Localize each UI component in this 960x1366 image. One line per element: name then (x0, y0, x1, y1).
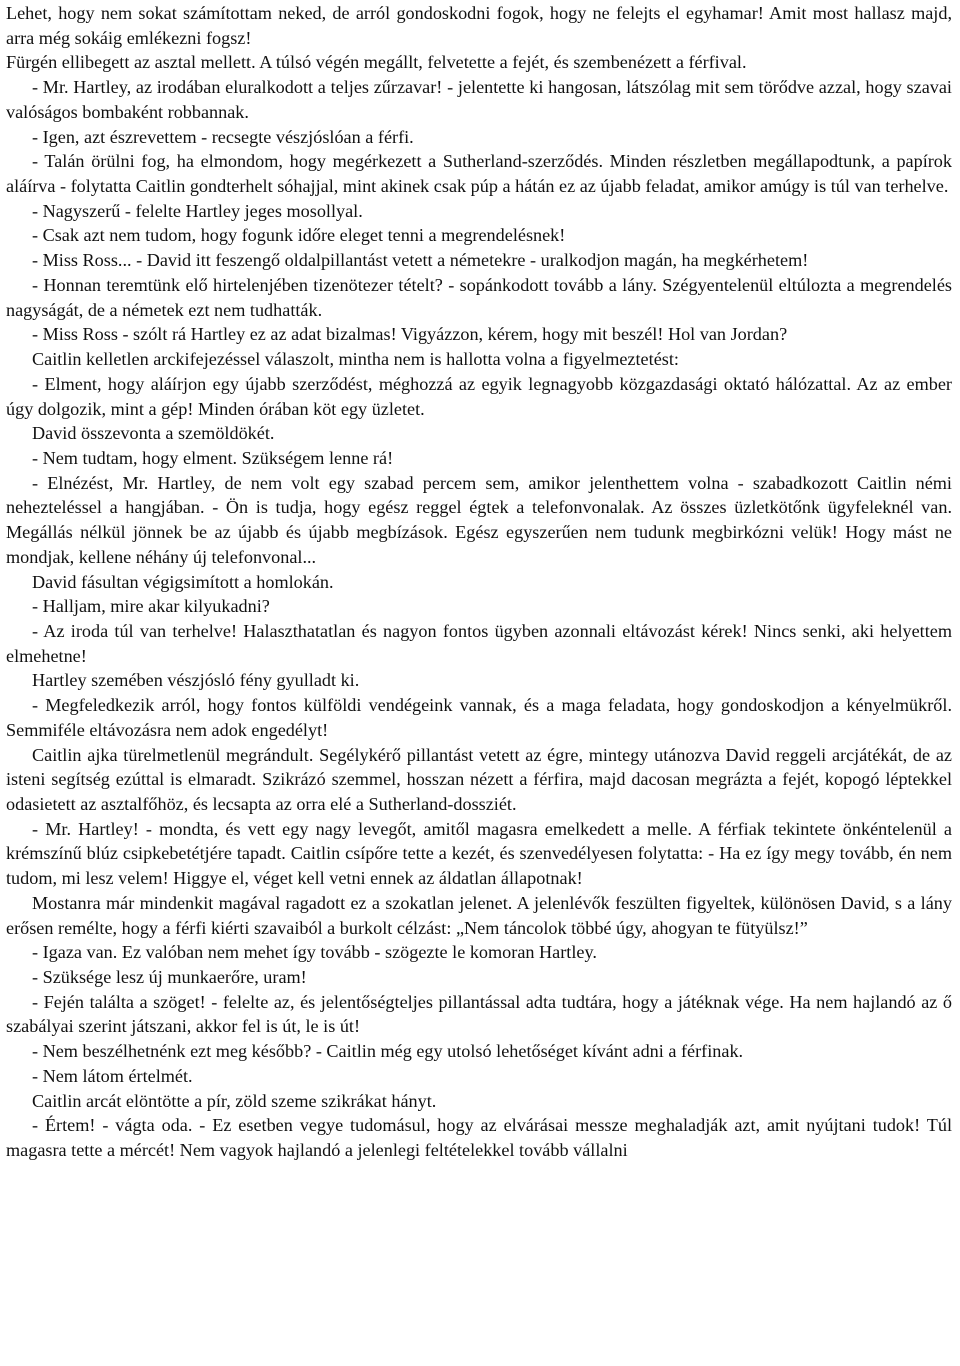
paragraph: - Mr. Hartley! - mondta, és vett egy nagy levegőt, amitől magasra emelkedett a melle. A férfiak tekintete önkéntelenül a krémszínű blúz csipkebetétjére tapadt. Caitlin csípőre tette a kezét, és szenvedélyesen folytatta: - Ha ez így megy tovább, én nem tudom, mi lesz velem! Higgye el, véget kell vetni ennek az áldatlan állapotnak! (6, 818, 952, 889)
paragraph: David fásultan végigsimított a homlokán. (32, 571, 334, 592)
paragraph: - Igen, azt észrevettem - recsegte vészjóslóan a férfi. (32, 126, 414, 147)
document-body (6, 1, 952, 1163)
paragraph: - Fején találta a szöget! - felelte az, és jelentőségteljes pillantással adta tudtára, hogy a játéknak vége. Ha nem hajlandó az ő szabályai szerint játszani, akkor fel is út, le is út! (6, 991, 952, 1037)
paragraph: - Honnan teremtünk elő hirtelenjében tizenötezer tételt? - sopánkodott tovább a lány. Szégyentelenül eltúlozta a megrendelés nagyságát, de a németek ezt nem tudhatták. (6, 274, 952, 320)
paragraph: Hartley szemében vészjósló fény gyulladt ki. (32, 670, 360, 691)
paragraph: - Az iroda túl van terhelve! Halaszthatatlan és nagyon fontos ügyben azonnali eltávozást kérek! Nincs senki, aki helyettem elmehetne! (6, 620, 952, 666)
paragraph: - Mr. Hartley, az irodában eluralkodott a teljes zűrzavar! - jelentette ki hangosan, látszólag mit sem törődve azzal, hogy szavai valóságos bombaként robbannak. (6, 77, 952, 122)
paragraph: - Nem tudtam, hogy elment. Szükségem lenne rá! (32, 447, 394, 468)
paragraph: - Miss Ross - szólt rá Hartley ez az adat bizalmas! Vigyázzon, kérem, hogy mit beszél! Hol van Jordan? (32, 324, 788, 345)
paragraph: - Csak azt nem tudom, hogy fogunk időre eleget tenni a megrendelésnek! (32, 225, 566, 246)
paragraph: - Nem beszélhetnénk ezt meg később? - Caitlin még egy utolsó lehetőséget kívánt adni a férfinak. (32, 1041, 744, 1062)
paragraph: - Értem! - vágta oda. - Ez esetben vegye tudomásul, hogy az elvárásai messze meghaladják azt, amit nyújtani tudok! Túl magasra tette a mércét! Nem vagyok hajlandó a jelenlegi feltételekkel tovább vállalni (6, 1115, 952, 1161)
paragraph: - Elment, hogy aláírjon egy újabb szerződést, méghozzá az egyik legnagyobb közgazdasági oktató hálózattal. Az az ember úgy dolgozik, mint a gép! Minden órában köt egy üzletet. (6, 373, 952, 419)
paragraph: - Miss Ross... - David itt feszengő oldalpillantást vetett a németekre - uralkodjon magán, ha megkérhetem! (32, 250, 809, 271)
paragraph: - Igaza van. Ez valóban nem mehet így tovább - szögezte le komoran Hartley. (32, 942, 597, 963)
paragraph: Caitlin ajka türelmetlenül megrándult. Segélykérő pillantást vetett az égre, mintegy utánozva David reggeli arcjátékát, de az isteni segítség ezúttal is elmaradt. Szikrázó szemmel, hosszan nézett a férfira, majd dacosan megrázta a fejét, kopogó léptekkel odasietett az asztalfőhöz, és lecsapta az orra elé a Sutherland-dossziét. (6, 744, 952, 814)
paragraph: - Elnézést, Mr. Hartley, de nem volt egy szabad percem sem, amikor jelenthettem volna - szabadkozott Caitlin némi nehezteléssel a hangjában. - Ön is tudja, hogy egész reggel égtek a telefonvonalak. Az összes üzletkötőnk ügyfeleknél van. Megállás nélkül jönnek be az újabb és újabb megbízások. Egész egyszerűen nem tudunk megbirkózni velük! Hogy mást ne mondjak, kellene néhány új telefonvonal... (6, 472, 952, 567)
paragraph: - Nem látom értelmét. (32, 1065, 193, 1086)
paragraph: - Szüksége lesz új munkaerőre, uram! (32, 967, 307, 988)
paragraph: Caitlin arcát elöntötte a pír, zöld szeme szikrákat hányt. (32, 1090, 437, 1111)
paragraph: - Megfeledkezik arról, hogy fontos külföldi vendégeink vannak, és a maga feladata, hogy gondoskodjon a kényelmükről. Semmiféle eltávozásra nem adok engedélyt! (6, 695, 952, 740)
paragraph: - Nagyszerű - felelte Hartley jeges mosollyal. (32, 200, 363, 221)
paragraph: - Talán örülni fog, ha elmondom, hogy megérkezett a Sutherland-szerződés. Minden részletben megállapodtunk, a papírok aláírva - folytatta Caitlin gondterhelt sóhajjal, mint akinek csak púp a hátán ez az újabb feladat, amikor amúgy is túl van terhelve. (6, 151, 952, 197)
paragraph: Mostanra már mindenkit magával ragadott ez a szokatlan jelenet. A jelenlévők feszülten figyeltek, különösen David, s a lány erősen remélte, hogy a férfi kiérti szavaiból a burkolt célzást: „Nem táncolok többé úgy, ahogyan te fütyülsz!” (6, 892, 952, 938)
paragraph: Lehet, hogy nem sokat számítottam neked, de arról gondoskodni fogok, hogy ne felejts el egyhamar! Amit most hallasz majd, arra még sokáig emlékezni fogsz! (6, 3, 952, 48)
paragraph: Caitlin kelletlen arckifejezéssel válaszolt, mintha nem is hallotta volna a figyelmeztetést: (32, 349, 679, 370)
paragraph: David összevonta a szemöldökét. (32, 423, 275, 444)
paragraph: - Halljam, mire akar kilyukadni? (32, 596, 270, 617)
paragraph: Fürgén ellibegett az asztal mellett. A túlsó végén megállt, felvetette a fejét, és szembenézett a férfival. (6, 52, 747, 73)
